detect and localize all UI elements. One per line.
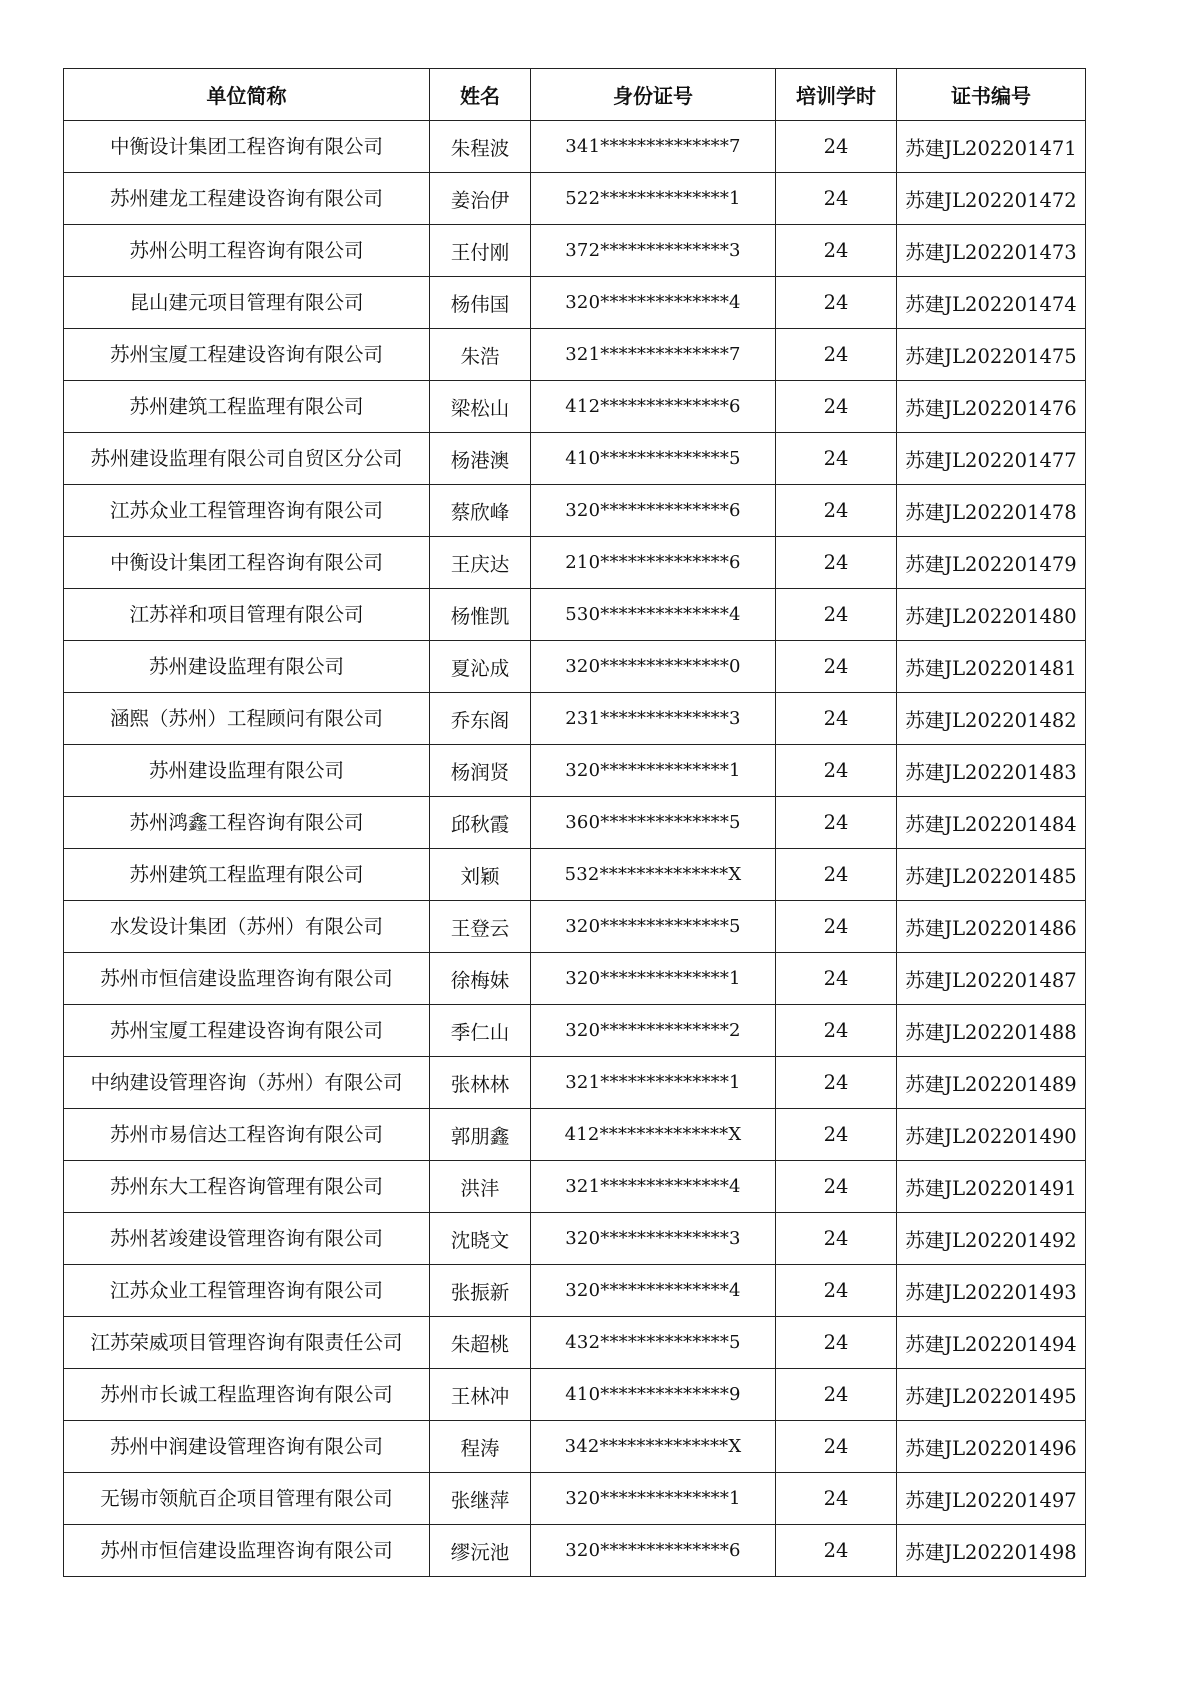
certificate-number-cell: 苏建JL202201497 [897,1473,1086,1525]
unit-name-cell: 苏州建设监理有限公司自贸区分公司 [64,433,430,485]
training-hours-cell: 24 [776,901,897,953]
unit-name-cell: 苏州建龙工程建设咨询有限公司 [64,173,430,225]
table-row [64,1109,1086,1161]
certificate-number-cell: 苏建JL202201492 [897,1213,1086,1265]
certificate-number-cell: 苏建JL202201485 [897,849,1086,901]
id-number-cell: 210**************6 [531,537,776,589]
unit-name-cell: 苏州建设监理有限公司 [64,641,430,693]
id-number-cell: 532**************X [531,849,776,901]
table-row [64,693,1086,745]
training-hours-cell: 24 [776,485,897,537]
id-number-cell: 231**************3 [531,693,776,745]
table-row [64,1057,1086,1109]
id-number-cell: 522**************1 [531,173,776,225]
certificate-number-cell: 苏建JL202201472 [897,173,1086,225]
training-hours-cell: 24 [776,953,897,1005]
person-name-cell: 朱浩 [430,329,531,381]
unit-name-cell: 苏州东大工程咨询管理有限公司 [64,1161,430,1213]
unit-name-cell: 苏州宝厦工程建设咨询有限公司 [64,329,430,381]
id-number-cell: 320**************3 [531,1213,776,1265]
certificate-number-cell: 苏建JL202201489 [897,1057,1086,1109]
id-number-cell: 341**************7 [531,121,776,173]
person-name-cell: 季仁山 [430,1005,531,1057]
id-number-cell: 321**************4 [531,1161,776,1213]
table-row [64,797,1086,849]
training-hours-cell: 24 [776,433,897,485]
person-name-cell: 杨伟国 [430,277,531,329]
training-hours-cell: 24 [776,277,897,329]
unit-name-cell: 中衡设计集团工程咨询有限公司 [64,121,430,173]
table-row [64,537,1086,589]
person-name-cell: 夏沁成 [430,641,531,693]
person-name-cell: 朱超桃 [430,1317,531,1369]
unit-name-cell: 中衡设计集团工程咨询有限公司 [64,537,430,589]
unit-name-cell: 苏州建筑工程监理有限公司 [64,849,430,901]
header-id-number: 身份证号 [531,69,776,121]
certificate-number-cell: 苏建JL202201473 [897,225,1086,277]
certificate-number-cell: 苏建JL202201481 [897,641,1086,693]
person-name-cell: 邱秋霞 [430,797,531,849]
unit-name-cell: 苏州市恒信建设监理咨询有限公司 [64,953,430,1005]
training-hours-cell: 24 [776,745,897,797]
certificate-number-cell: 苏建JL202201476 [897,381,1086,433]
certificate-number-cell: 苏建JL202201498 [897,1525,1086,1577]
training-hours-cell: 24 [776,537,897,589]
id-number-cell: 320**************1 [531,745,776,797]
certificate-number-cell: 苏建JL202201479 [897,537,1086,589]
certificate-number-cell: 苏建JL202201493 [897,1265,1086,1317]
unit-name-cell: 苏州建筑工程监理有限公司 [64,381,430,433]
unit-name-cell: 苏州市恒信建设监理咨询有限公司 [64,1525,430,1577]
training-hours-cell: 24 [776,1005,897,1057]
person-name-cell: 朱程波 [430,121,531,173]
table-row [64,329,1086,381]
training-hours-cell: 24 [776,329,897,381]
id-number-cell: 432**************5 [531,1317,776,1369]
id-number-cell: 342**************X [531,1421,776,1473]
certificate-number-cell: 苏建JL202201488 [897,1005,1086,1057]
certificate-number-cell: 苏建JL202201495 [897,1369,1086,1421]
certificate-number-cell: 苏建JL202201475 [897,329,1086,381]
certificate-number-cell: 苏建JL202201490 [897,1109,1086,1161]
certificate-number-cell: 苏建JL202201487 [897,953,1086,1005]
unit-name-cell: 江苏众业工程管理咨询有限公司 [64,1265,430,1317]
table-row [64,1161,1086,1213]
id-number-cell: 412**************6 [531,381,776,433]
person-name-cell: 王林冲 [430,1369,531,1421]
table-row [64,1005,1086,1057]
id-number-cell: 321**************1 [531,1057,776,1109]
header-unit-name: 单位简称 [64,69,430,121]
id-number-cell: 320**************6 [531,1525,776,1577]
table-row [64,485,1086,537]
training-hours-cell: 24 [776,1109,897,1161]
training-hours-cell: 24 [776,173,897,225]
training-hours-cell: 24 [776,1161,897,1213]
person-name-cell: 张振新 [430,1265,531,1317]
person-name-cell: 杨惟凯 [430,589,531,641]
id-number-cell: 320**************4 [531,277,776,329]
person-name-cell: 洪沣 [430,1161,531,1213]
person-name-cell: 姜治伊 [430,173,531,225]
training-hours-cell: 24 [776,589,897,641]
id-number-cell: 320**************1 [531,953,776,1005]
id-number-cell: 320**************0 [531,641,776,693]
id-number-cell: 320**************6 [531,485,776,537]
unit-name-cell: 苏州茗竣建设管理咨询有限公司 [64,1213,430,1265]
person-name-cell: 蔡欣峰 [430,485,531,537]
training-hours-cell: 24 [776,381,897,433]
certificate-number-cell: 苏建JL202201471 [897,121,1086,173]
table-row [64,1213,1086,1265]
id-number-cell: 530**************4 [531,589,776,641]
certificate-number-cell: 苏建JL202201491 [897,1161,1086,1213]
table-row [64,1369,1086,1421]
table-row [64,1317,1086,1369]
id-number-cell: 320**************5 [531,901,776,953]
person-name-cell: 沈晓文 [430,1213,531,1265]
unit-name-cell: 无锡市领航百企项目管理有限公司 [64,1473,430,1525]
table-row [64,433,1086,485]
training-hours-cell: 24 [776,1369,897,1421]
id-number-cell: 320**************2 [531,1005,776,1057]
person-name-cell: 徐梅妹 [430,953,531,1005]
person-name-cell: 王庆达 [430,537,531,589]
training-hours-cell: 24 [776,641,897,693]
table-row [64,225,1086,277]
certificate-number-cell: 苏建JL202201483 [897,745,1086,797]
table-row [64,1421,1086,1473]
person-name-cell: 杨润贤 [430,745,531,797]
unit-name-cell: 水发设计集团（苏州）有限公司 [64,901,430,953]
table-row [64,589,1086,641]
certificate-number-cell: 苏建JL202201484 [897,797,1086,849]
table-row [64,953,1086,1005]
table-row [64,173,1086,225]
certificate-number-cell: 苏建JL202201496 [897,1421,1086,1473]
person-name-cell: 张继萍 [430,1473,531,1525]
training-hours-cell: 24 [776,1265,897,1317]
person-name-cell: 梁松山 [430,381,531,433]
training-hours-cell: 24 [776,849,897,901]
unit-name-cell: 苏州建设监理有限公司 [64,745,430,797]
id-number-cell: 410**************9 [531,1369,776,1421]
training-hours-cell: 24 [776,1057,897,1109]
id-number-cell: 321**************7 [531,329,776,381]
unit-name-cell: 苏州市长诚工程监理咨询有限公司 [64,1369,430,1421]
person-name-cell: 缪沅池 [430,1525,531,1577]
person-name-cell: 刘颖 [430,849,531,901]
certificate-number-cell: 苏建JL202201478 [897,485,1086,537]
person-name-cell: 王付刚 [430,225,531,277]
training-hours-cell: 24 [776,797,897,849]
training-hours-cell: 24 [776,693,897,745]
table-row [64,901,1086,953]
table-row [64,1473,1086,1525]
id-number-cell: 360**************5 [531,797,776,849]
certificate-number-cell: 苏建JL202201486 [897,901,1086,953]
training-hours-cell: 24 [776,1525,897,1577]
certificate-number-cell: 苏建JL202201477 [897,433,1086,485]
person-name-cell: 杨港澳 [430,433,531,485]
table-row [64,381,1086,433]
training-hours-cell: 24 [776,1421,897,1473]
unit-name-cell: 苏州宝厦工程建设咨询有限公司 [64,1005,430,1057]
unit-name-cell: 昆山建元项目管理有限公司 [64,277,430,329]
training-hours-cell: 24 [776,121,897,173]
training-hours-cell: 24 [776,1473,897,1525]
table-row [64,745,1086,797]
certificate-number-cell: 苏建JL202201494 [897,1317,1086,1369]
table-row [64,1265,1086,1317]
table-row [64,641,1086,693]
id-number-cell: 372**************3 [531,225,776,277]
unit-name-cell: 苏州公明工程咨询有限公司 [64,225,430,277]
unit-name-cell: 江苏祥和项目管理有限公司 [64,589,430,641]
table-row [64,277,1086,329]
person-name-cell: 郭朋鑫 [430,1109,531,1161]
certificate-number-cell: 苏建JL202201480 [897,589,1086,641]
header-certificate-number: 证书编号 [897,69,1086,121]
training-hours-cell: 24 [776,1213,897,1265]
table-row [64,849,1086,901]
training-certificate-table [63,68,1086,1577]
person-name-cell: 乔东阁 [430,693,531,745]
unit-name-cell: 苏州鸿鑫工程咨询有限公司 [64,797,430,849]
certificate-number-cell: 苏建JL202201474 [897,277,1086,329]
id-number-cell: 320**************4 [531,1265,776,1317]
unit-name-cell: 苏州市易信达工程咨询有限公司 [64,1109,430,1161]
unit-name-cell: 中纳建设管理咨询（苏州）有限公司 [64,1057,430,1109]
unit-name-cell: 江苏众业工程管理咨询有限公司 [64,485,430,537]
table-row [64,1525,1086,1577]
training-hours-cell: 24 [776,225,897,277]
unit-name-cell: 涵熙（苏州）工程顾问有限公司 [64,693,430,745]
certificate-number-cell: 苏建JL202201482 [897,693,1086,745]
id-number-cell: 410**************5 [531,433,776,485]
person-name-cell: 王登云 [430,901,531,953]
unit-name-cell: 苏州中润建设管理咨询有限公司 [64,1421,430,1473]
training-hours-cell: 24 [776,1317,897,1369]
unit-name-cell: 江苏荣威项目管理咨询有限责任公司 [64,1317,430,1369]
header-training-hours: 培训学时 [776,69,897,121]
id-number-cell: 412**************X [531,1109,776,1161]
person-name-cell: 程涛 [430,1421,531,1473]
header-row [64,69,1086,121]
table-row [64,121,1086,173]
header-person-name: 姓名 [430,69,531,121]
id-number-cell: 320**************1 [531,1473,776,1525]
person-name-cell: 张林林 [430,1057,531,1109]
